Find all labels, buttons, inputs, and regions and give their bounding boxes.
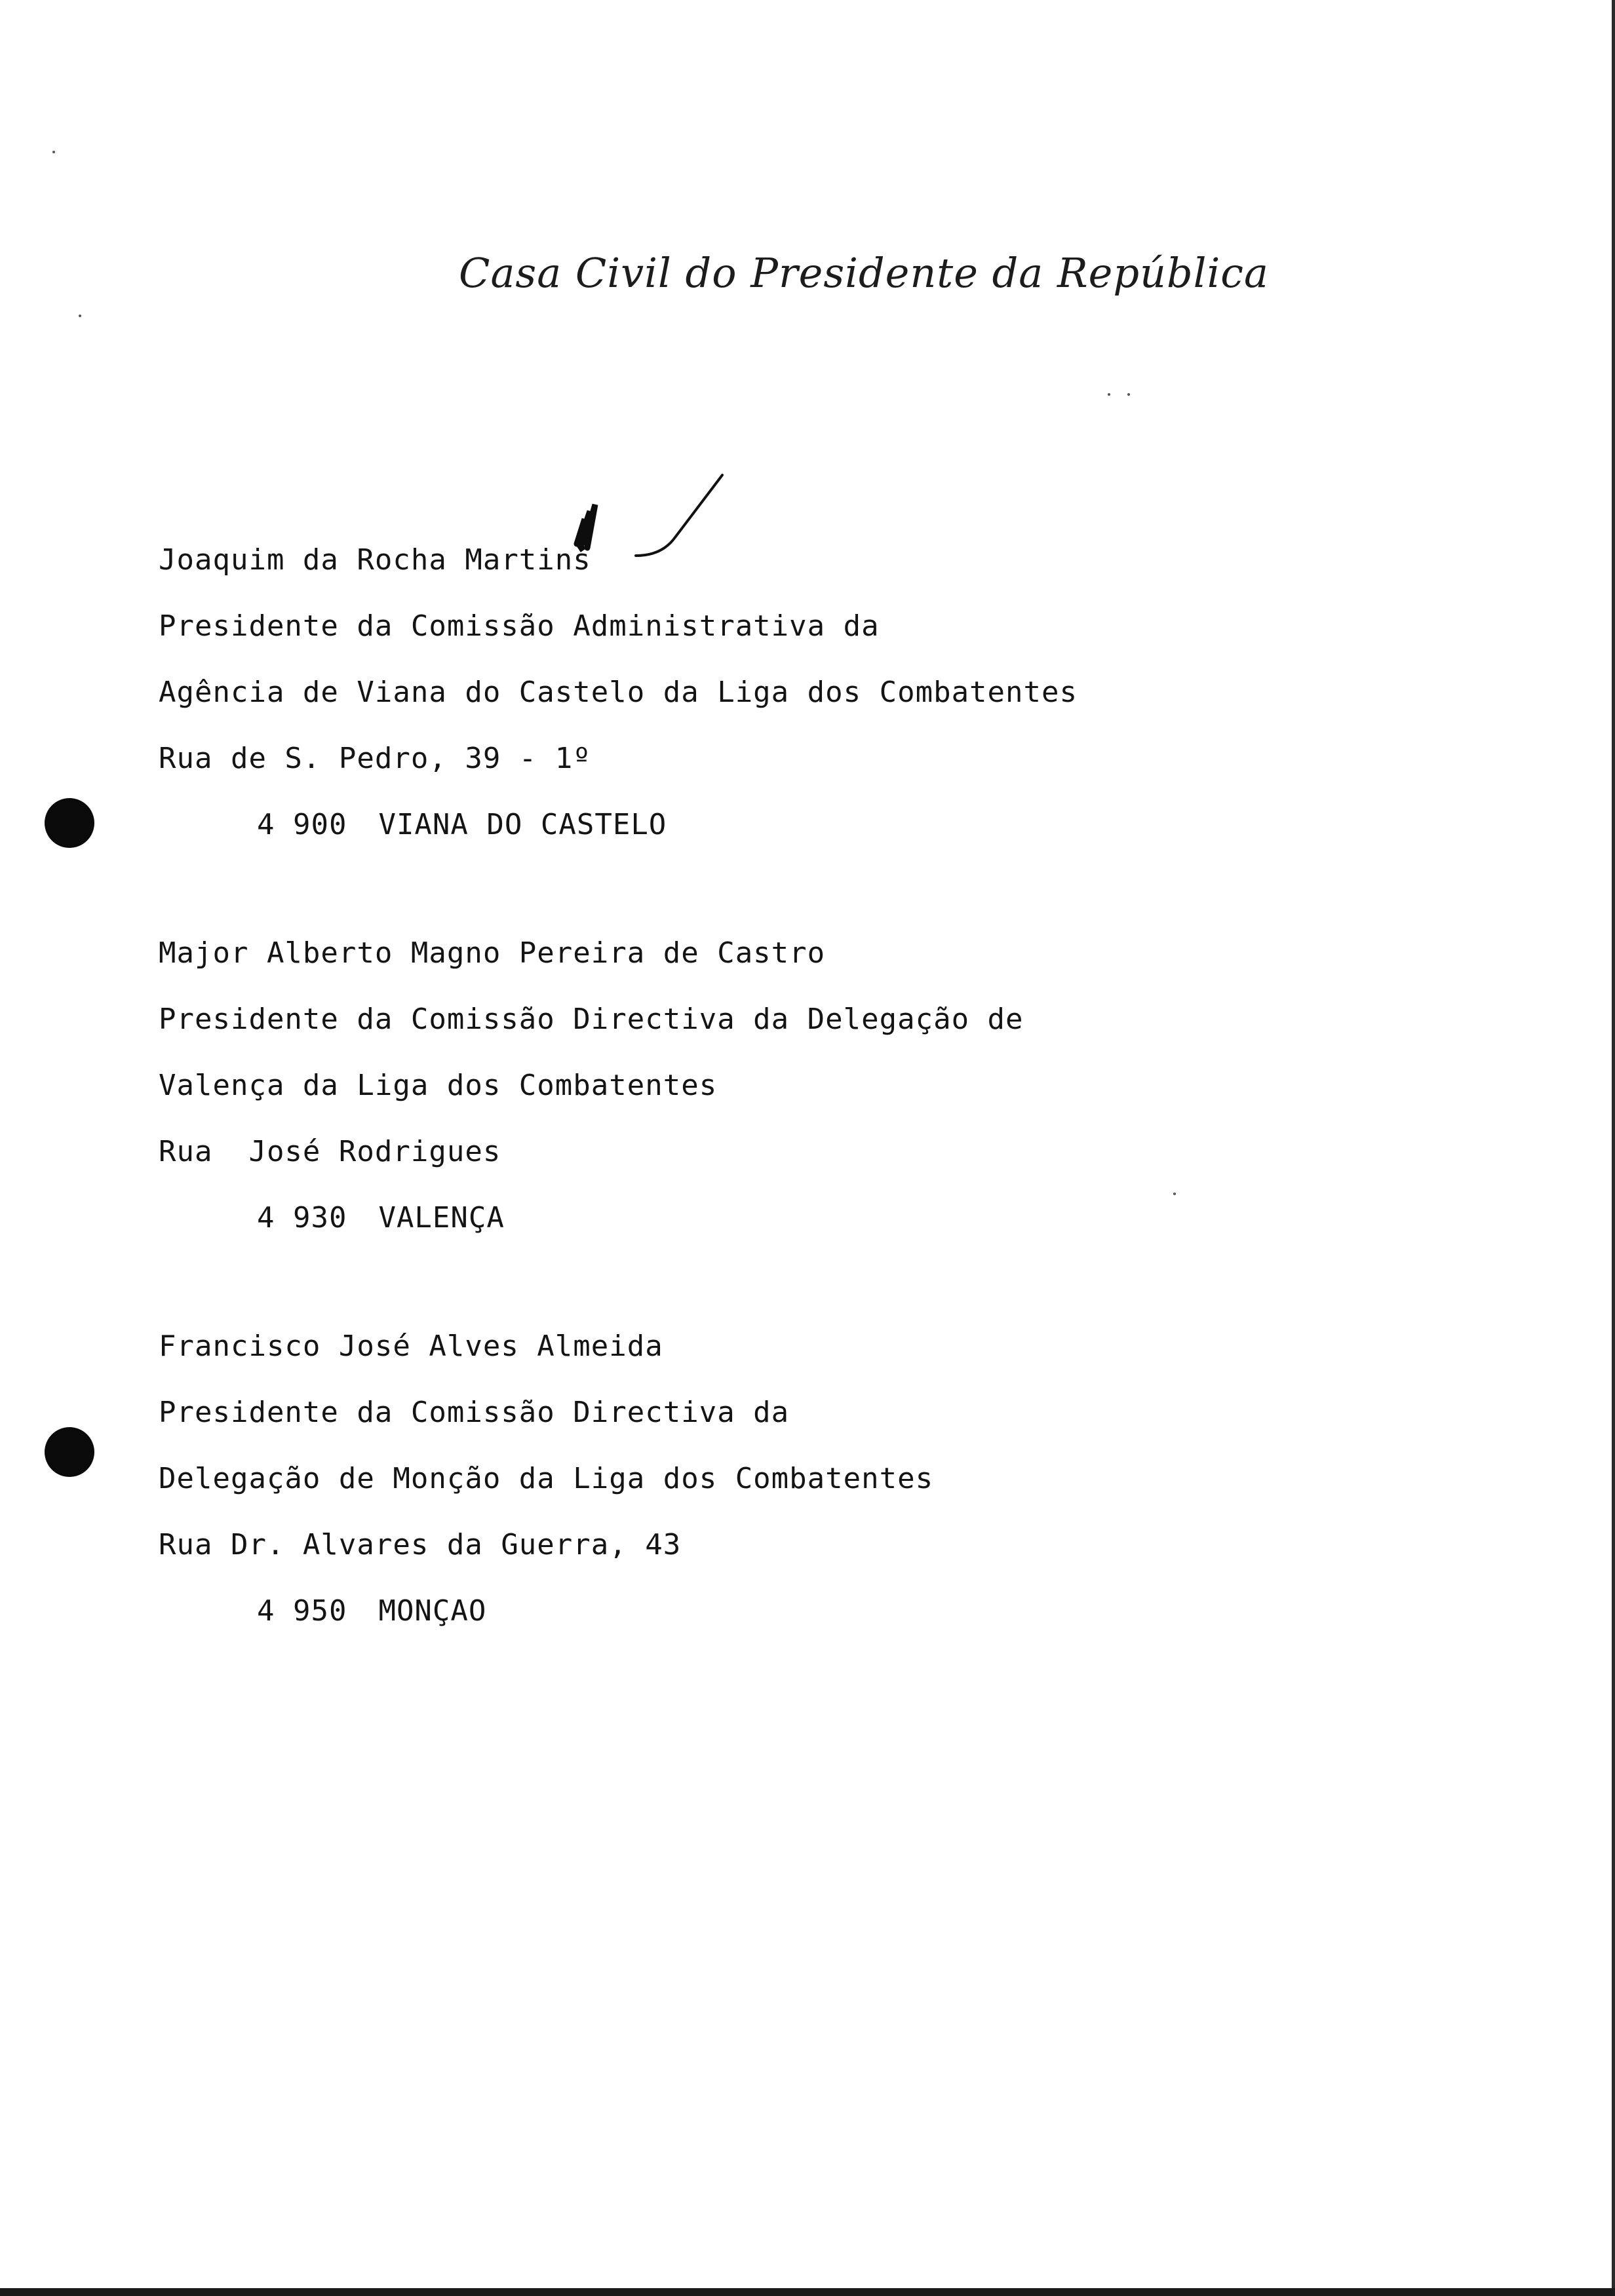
addressee-street: Rua José Rodrigues	[159, 1135, 501, 1168]
addressee-street: Rua de S. Pedro, 39 - 1º	[159, 742, 591, 775]
addressee-postal-line	[159, 1578, 933, 1644]
addressee-title: Presidente da Comissão Administrativa da	[159, 609, 880, 643]
addressee-postal-line	[159, 792, 1078, 858]
addressee-street: Rua Dr. Alvares da Guerra, 43	[159, 1528, 682, 1561]
city: VIANA DO CASTELO	[378, 808, 667, 841]
addressee-organization: Valença da Liga dos Combatentes	[159, 1069, 718, 1102]
city: VALENÇA	[378, 1201, 505, 1234]
punch-hole-upper	[45, 798, 94, 848]
scan-edge-bottom	[0, 2288, 1615, 2296]
scan-speck	[52, 151, 55, 153]
addressee-postal-line	[159, 1185, 1024, 1251]
addressee-name: Major Alberto Magno Pereira de Castro	[159, 936, 826, 970]
addressee-block	[159, 1313, 933, 1644]
addressee-name: Francisco José Alves Almeida	[159, 1330, 663, 1363]
scan-edge-right	[1612, 0, 1615, 2296]
scan-speck	[1173, 1193, 1176, 1195]
postal-code: 4 900	[257, 808, 347, 841]
punch-hole-lower	[45, 1427, 94, 1477]
letterhead: Casa Civil do Presidente da República	[459, 249, 1269, 297]
addressee-block	[159, 920, 1024, 1251]
scan-speck	[79, 315, 81, 317]
addressee-block	[159, 527, 1078, 858]
scan-speck	[1108, 393, 1110, 396]
postal-code: 4 950	[257, 1594, 347, 1628]
addressee-title: Presidente da Comissão Directiva da Delegação de	[159, 1003, 1024, 1036]
addressee-organization: Agência de Viana do Castelo da Liga dos Combatentes	[159, 676, 1078, 709]
scan-speck	[1127, 393, 1130, 396]
addressee-name: Joaquim da Rocha Martins	[159, 543, 591, 577]
addressee-organization: Delegação de Monção da Liga dos Combatentes	[159, 1462, 934, 1495]
city: MONÇAO	[378, 1594, 487, 1628]
postal-code: 4 930	[257, 1201, 347, 1234]
addressee-title: Presidente da Comissão Directiva da	[159, 1396, 790, 1429]
